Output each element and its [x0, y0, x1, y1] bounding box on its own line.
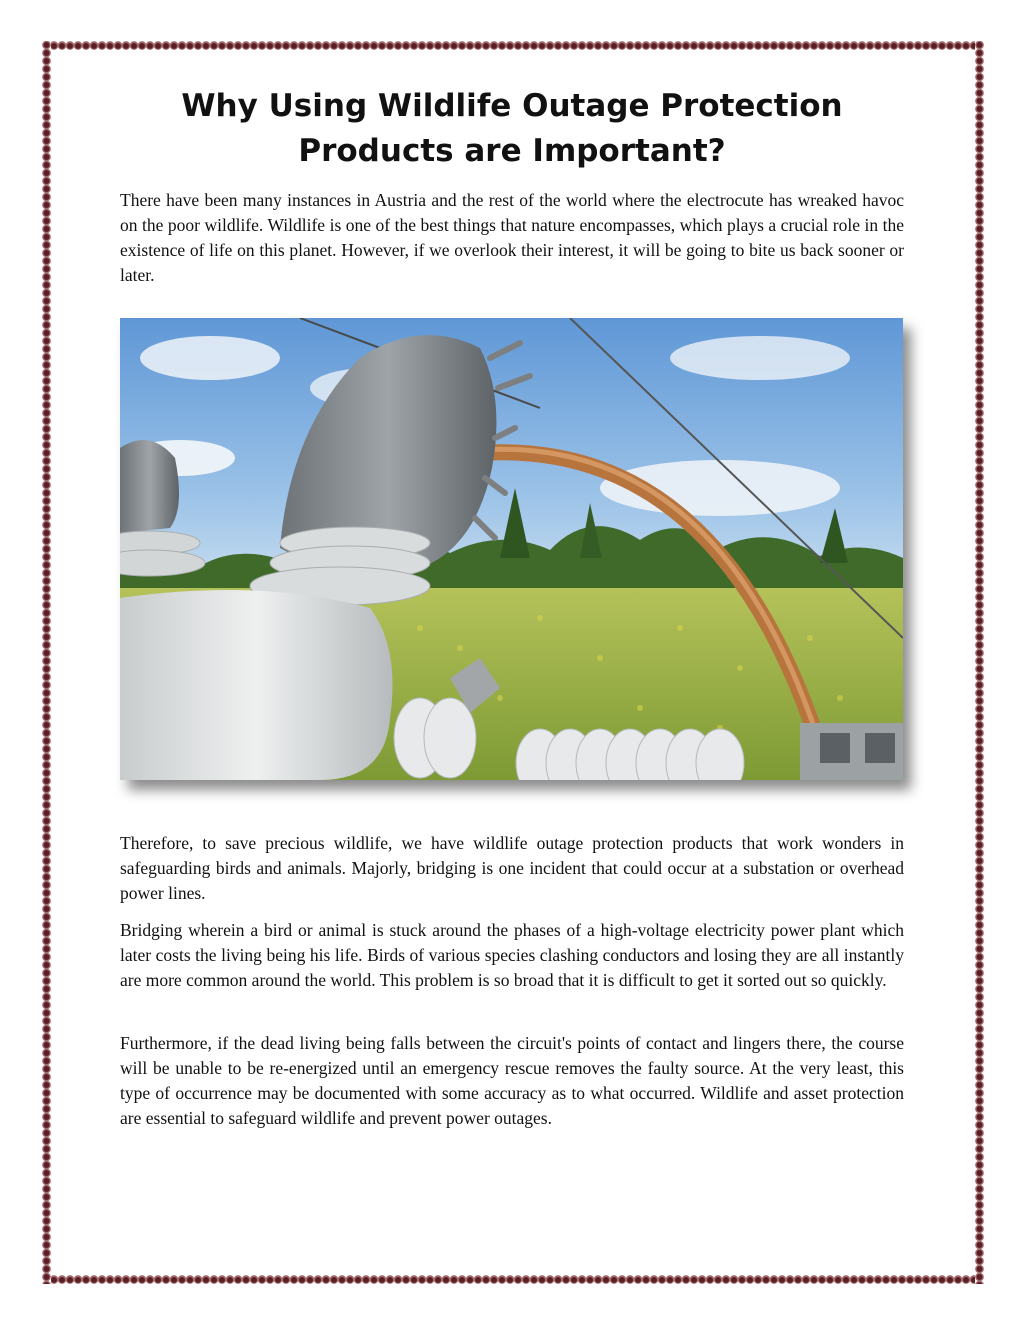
substation-photo — [120, 318, 903, 780]
body-paragraph: Therefore, to save precious wildlife, we have wildlife outage protection products that work wonders in safeguarding birds and animals. Majorly, bridging is one incident that could occur at a substation or overhead power lines. — [120, 833, 904, 903]
title-line-1: Why Using Wildlife Outage Protection — [181, 88, 843, 124]
title-line-2: Products are Important? — [298, 133, 726, 169]
intro-paragraph: There have been many instances in Austria and the rest of the world where the electrocute has wreaked havoc on the poor wildlife. Wildlife is one of the best things that nature encompasses, which plays a crucial role in the existence of life on this planet. However, if we overlook their interest, it will be going to bite us back sooner or later. — [120, 190, 904, 285]
body-paragraph: Bridging wherein a bird or animal is stuck around the phases of a high-voltage electricity power plant which later costs the living being his life. Birds of various species clashing conductors and losing they are all instantly are more common around the world. This problem is so broad that it is difficult to get it sorted out so quickly. — [120, 920, 904, 990]
page-border-bottom — [42, 1275, 984, 1284]
document-title — [120, 84, 904, 174]
page-border-right — [975, 41, 984, 1284]
body-paragraph: Furthermore, if the dead living being falls between the circuit's points of contact and lingers there, the course will be unable to be re-energized until an emergency rescue removes the faulty source. At the very least, this type of occurrence may be documented with some accuracy as to what occurred. Wildlife and asset protection are essential to safeguard wildlife and prevent power outages. — [120, 1033, 904, 1128]
page-border-left — [42, 41, 51, 1284]
page-border-top — [42, 41, 984, 50]
